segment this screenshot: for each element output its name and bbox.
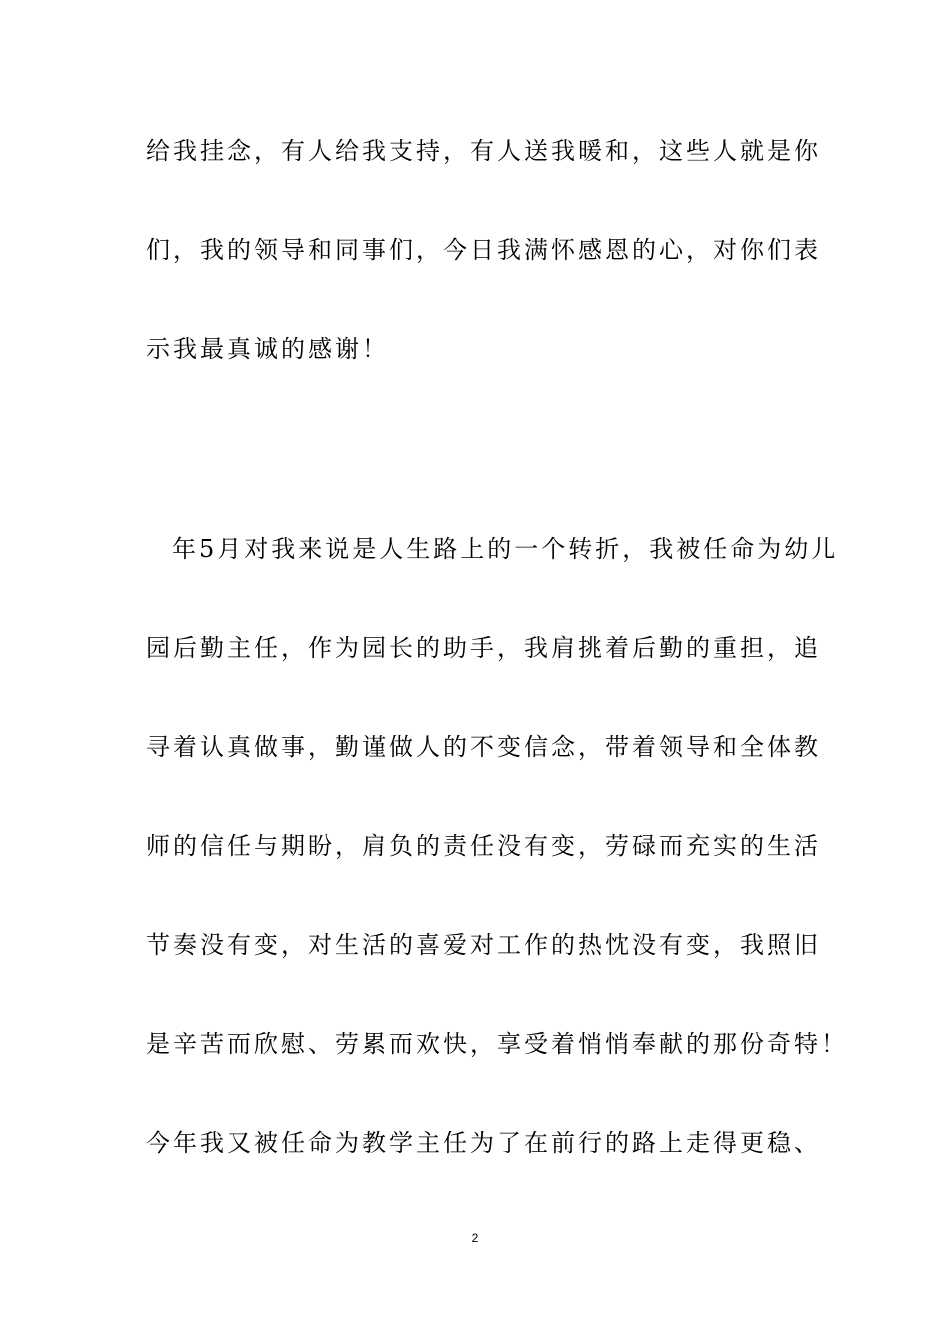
text-line: 园后勤主任，作为园长的助手，我肩挑着后勤的重担，追 bbox=[146, 634, 821, 662]
text-line: 是辛苦而欣慰、劳累而欢快，享受着悄悄奉献的那份奇特！ bbox=[146, 1030, 848, 1058]
text-line: 师的信任与期盼，肩负的责任没有变，劳碌而充实的生活 bbox=[146, 832, 821, 860]
text-line: 示我最真诚的感谢！ bbox=[146, 335, 389, 363]
text-line: 今年我又被任命为教学主任为了在前行的路上走得更稳、 bbox=[146, 1129, 821, 1157]
text-line: 寻着认真做事，勤谨做人的不变信念，带着领导和全体教 bbox=[146, 733, 821, 761]
text-line: 们，我的领导和同事们，今日我满怀感恩的心，对你们表 bbox=[146, 236, 821, 264]
paragraph-first-line: 年5月对我来说是人生路上的一个转折，我被任命为幼儿 bbox=[172, 535, 839, 563]
text-line: 节奏没有变，对生活的喜爱对工作的热忱没有变，我照旧 bbox=[146, 931, 821, 959]
page-number: 2 bbox=[471, 1231, 479, 1245]
text-line: 给我挂念，有人给我支持，有人送我暖和，这些人就是你 bbox=[146, 137, 821, 165]
